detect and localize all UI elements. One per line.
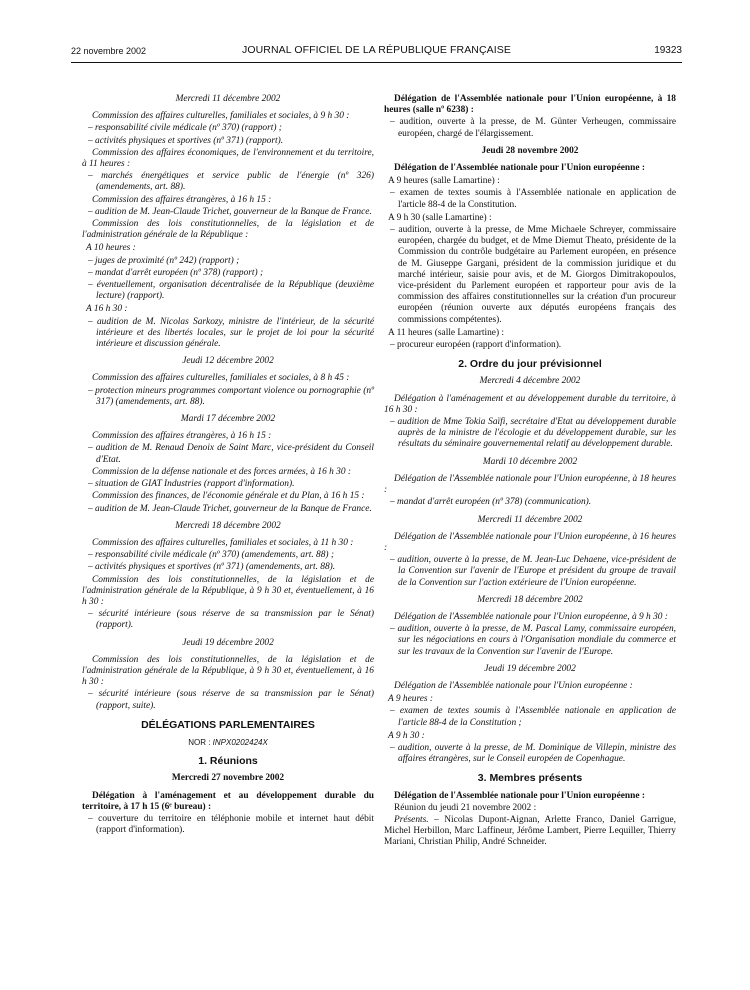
agenda-item: – audition, ouverte à la presse, de M. Günter Verheugen, commissaire européen, chargé de l'élargissement. <box>390 117 676 139</box>
session-date: Mercredi 18 décembre 2002 <box>175 520 281 531</box>
page-number: 19323 <box>654 45 682 56</box>
agenda-item: – responsabilité civile médicale (nº 370) (amendements, art. 88) ; <box>88 550 334 561</box>
delegation-line: Délégation de l'Assemblée nationale pour l'Union européenne, à 16 heures : <box>384 531 676 553</box>
session-date: Mardi 10 décembre 2002 <box>482 456 578 467</box>
agenda-item: – sécurité intérieure (sous réserve de sa transmission par le Sénat) (rapport). <box>88 609 374 631</box>
agenda-item: – couverture du territoire en téléphonie mobile et internet haut débit (rapport d'information). <box>88 813 374 836</box>
agenda-item: – responsabilité civile médicale (nº 370) (rapport) ; <box>88 123 282 134</box>
agenda-item: – mandat d'arrêt européen (nº 378) (communication). <box>390 497 592 508</box>
agenda-item: – sécurité intérieure (sous réserve de sa transmission par le Sénat) (rapport, suite). <box>88 689 374 711</box>
delegations-section <box>82 720 374 837</box>
time-slot: A 11 heures (salle Lamartine) : <box>388 327 505 338</box>
delegation-line: Délégation à l'aménagement et au développement durable du territoire, à 17 h 15 (6ᵉ bureau) : <box>82 790 374 812</box>
session-18-dec <box>82 521 374 632</box>
delegation-line: Délégation de l'Assemblée nationale pour l'Union européenne : <box>394 163 645 174</box>
session-date: Mercredi 27 novembre 2002 <box>171 773 285 784</box>
delegation-line: Délégation de l'Assemblée nationale pour l'Union européenne : <box>394 680 633 691</box>
committee-line: Commission de la défense nationale et des forces armées, à 16 h 30 : <box>92 466 351 477</box>
session-date: Mercredi 11 décembre 2002 <box>175 94 281 104</box>
session-date: Jeudi 19 décembre 2002 <box>182 637 274 648</box>
committee-line: Commission des affaires culturelles, familiales et sociales, à 9 h 30 : <box>92 111 350 122</box>
agenda-item: – audition, ouverte à la presse, de M. Pascal Lamy, commissaire européen, sur les négociations en cours à l'Organisation mondiale du commerce et sur les travaux de la Convention sur l'avenir de l'Europe. <box>390 624 676 657</box>
present-names: – Nicolas Dupont-Aignan, Arlette Franco, Daniel Garrigue, Michel Herbillon, Marc Laffineur, Jérôme Lambert, Pierre Lequiller, Thierry Mariani, Christian Philip, André Schneider. <box>384 814 677 848</box>
delegation-line: Délégation de l'Assemblée nationale pour l'Union européenne : <box>394 790 645 801</box>
section-title: DÉLÉGATIONS PARLEMENTAIRES <box>141 718 315 731</box>
session-date: Jeudi 19 décembre 2002 <box>484 663 576 674</box>
session-27-nov-cont <box>384 94 676 140</box>
agenda-item: – examen de textes soumis à l'Assemblée nationale en application de l'article 88-4 de la Constitution. <box>390 188 676 210</box>
committee-line: Commission des affaires culturelles, familiales et sociales, à 8 h 45 : <box>92 373 350 384</box>
committee-line: Commission des affaires étrangères, à 16 h 15 : <box>92 431 272 442</box>
agenda-item: – audition, ouverte à la presse, de M. Jean-Luc Dehaene, vice-président de la Convention sur l'avenir de l'Europe et président du groupe de travail de la Convention sur l'action extérieure de l'Union européenne. <box>390 555 676 588</box>
time-slot: A 9 h 30 (salle Lamartine) : <box>388 212 492 223</box>
session-date: Mercredi 18 décembre 2002 <box>477 594 583 605</box>
session-28-nov <box>384 146 676 351</box>
session-17-dec <box>82 414 374 515</box>
committee-line: Commission des lois constitutionnelles, de la législation et de l'administration générale de la République, à 9 h 30 et, éventuellement, à 16 h 30 : <box>82 654 374 688</box>
session-11-dec <box>82 94 374 350</box>
session-19-dec <box>82 638 374 712</box>
committee-line: Commission des lois constitutionnelles, de la législation et de l'administration générale de la République : <box>82 219 374 241</box>
header-date: 22 novembre 2002 <box>71 46 147 56</box>
agenda-item: – situation de GIAT Industries (rapport d'information). <box>88 479 295 490</box>
agenda-item: – audition, ouverte à la presse, de Mme Michaele Schreyer, commissaire européen, chargée du budget, et de Mme Diemut Theato, présidente de la Commission du contrôle budgétaire au Parlement européen, en présence de M. Giuseppe Gargani, président de la commission juridique et du marché intérieur, saisie pour avis, et de M. Giorgos Dimitrakopoulos, vice-président du Parlement européen et rapporteur pour avis de la commission des affaires constitutionnelles sur la création d'un procureur européen (réunion ouverte aux députés européens français des commissions compétentes). <box>390 225 676 325</box>
session-date: Mercredi 11 décembre 2002 <box>477 514 583 525</box>
delegation-line: Délégation à l'aménagement et au développement durable du territoire, à 16 h 30 : <box>384 393 676 415</box>
committee-line: Commission des affaires culturelles, familiales et sociales, à 11 h 30 : <box>92 537 354 548</box>
session-19-dec-del <box>384 664 676 766</box>
nor-reference <box>82 737 374 748</box>
left-column <box>82 94 374 837</box>
agenda-item: – audition, ouverte à la presse, de M. Dominique de Villepin, ministre des affaires étrangères, sur le Conseil européen de Copenhague. <box>390 742 676 765</box>
time-slot: A 9 h 30 : <box>388 730 425 741</box>
subsection-title: 1. Réunions <box>198 755 258 768</box>
agenda-item: – activités physiques et sportives (nº 371) (rapport). <box>88 135 284 146</box>
agenda-item: – procureur européen (rapport d'information). <box>390 340 562 351</box>
session-12-dec <box>82 356 374 408</box>
time-slot: A 9 heures (salle Lamartine) : <box>388 176 500 187</box>
agenda-item: – juges de proximité (nº 242) (rapport) ; <box>88 255 240 266</box>
agenda-item: – examen de textes soumis à l'Assemblée nationale en application de l'article 88-4 de la Constitution ; <box>390 706 676 728</box>
committee-line: Commission des affaires économiques, de l'environnement et du territoire, à 11 heures : <box>82 147 374 170</box>
subsection-title: 3. Membres présents <box>477 772 583 785</box>
agenda-item: – marchés énergétiques et service public de l'énergie (nº 326) (amendements, art. 88). <box>88 171 374 193</box>
committee-line: Commission des finances, de l'économie générale et du Plan, à 16 h 15 : <box>92 491 365 502</box>
page-header <box>71 44 682 60</box>
session-date: Jeudi 12 décembre 2002 <box>182 356 274 367</box>
agenda-item: – activités physiques et sportives (nº 371) (amendements, art. 88). <box>88 562 336 573</box>
agenda-item: – mandat d'arrêt européen (nº 378) (rapport) ; <box>88 267 264 278</box>
session-date: Mercredi 4 décembre 2002 <box>479 376 581 387</box>
committee-line: Commission des affaires étrangères, à 16 h 15 : <box>92 194 272 205</box>
present-list <box>384 815 676 849</box>
time-slot: A 9 heures : <box>388 694 434 705</box>
committee-line: Commission des lois constitutionnelles, de la législation et de l'administration générale de la République, à 9 h 30 et, éventuellement, à 16 h 30 : <box>82 574 374 607</box>
time-slot: A 16 h 30 : <box>86 304 128 315</box>
nor-value: INPX0202424X <box>212 737 268 747</box>
session-18-dec-del <box>384 595 676 658</box>
session-10-dec <box>384 457 676 509</box>
agenda-item: – audition de M. Jean-Claude Trichet, gouverneur de la Banque de France. <box>88 206 372 217</box>
right-column <box>384 94 676 850</box>
session-date: Mardi 17 décembre 2002 <box>180 414 276 425</box>
session-11-dec-del <box>384 515 676 589</box>
agenda-item: – audition de M. Jean-Claude Trichet, gouverneur de la Banque de France. <box>88 503 372 514</box>
session-date: Jeudi 28 novembre 2002 <box>481 145 579 156</box>
delegation-line: Délégation de l'Assemblée nationale pour l'Union européenne, à 18 heures (salle nº 6238) : <box>384 94 676 116</box>
nor-label: NOR : <box>188 737 211 747</box>
present-label: Présents. <box>394 814 429 825</box>
agenda-item: – protection mineurs programmes comportant violence ou pornographie (nº 317) (amendements, art. 88). <box>88 385 374 407</box>
subsection-title: 2. Ordre du jour prévisionnel <box>458 358 602 371</box>
delegation-line: Délégation de l'Assemblée nationale pour l'Union européenne, à 9 h 30 : <box>394 611 668 622</box>
delegation-line: Délégation de l'Assemblée nationale pour l'Union européenne, à 18 heures : <box>384 473 676 496</box>
agenda-item: – audition de M. Nicolas Sarkozy, ministre de l'intérieur, de la sécurité intérieure et des libertés locales, sur le projet de loi pour la sécurité intérieure et discussion générale. <box>88 316 374 350</box>
journal-title: JOURNAL OFFICIEL DE LA RÉPUBLIQUE FRANÇAISE <box>242 44 511 56</box>
meeting-line: Réunion du jeudi 21 novembre 2002 : <box>394 802 537 813</box>
members-present <box>384 791 676 849</box>
header-rule <box>71 62 682 63</box>
agenda-item: – éventuellement, organisation décentralisée de la République (deuxième lecture) (rapport). <box>88 280 374 302</box>
agenda-item: – audition de Mme Tokia Saïfi, secrétaire d'Etat au développement durable auprès de la ministre de l'écologie et du développement durable, sur les résultats du séminaire gouvernemental relatif au développement durable. <box>390 417 676 450</box>
time-slot: A 10 heures : <box>86 243 136 254</box>
agenda-item: – audition de M. Renaud Denoix de Saint Marc, vice-président du Conseil d'Etat. <box>88 443 374 465</box>
session-4-dec <box>384 376 676 450</box>
